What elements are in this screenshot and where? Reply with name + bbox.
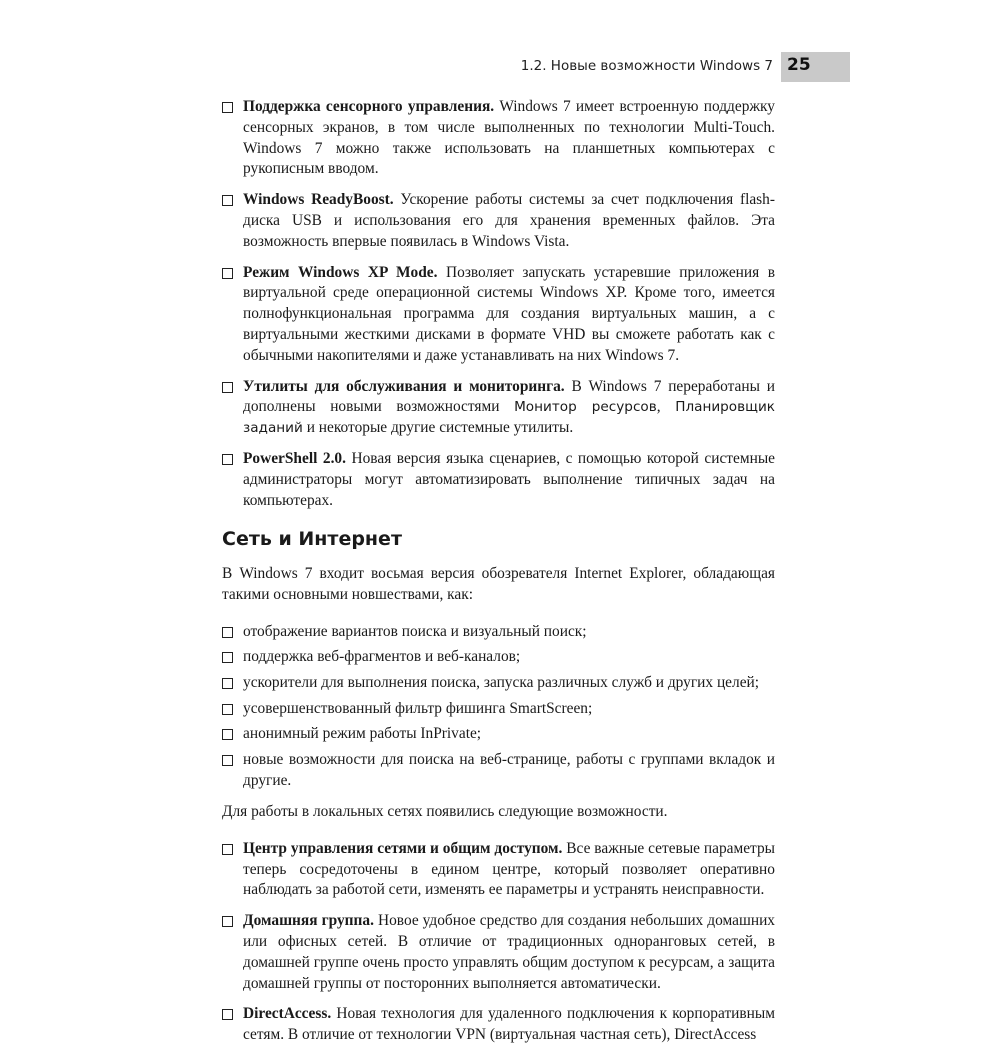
list-item: [222, 673, 775, 694]
page-number-box: [781, 52, 850, 82]
feature-title: PowerShell 2.0.: [243, 449, 346, 467]
feature-item: [222, 190, 775, 252]
checkbox-bullet-icon: [222, 1009, 233, 1020]
checkbox-bullet-icon: [222, 382, 233, 393]
section-heading: Сеть и Интернет: [222, 528, 402, 551]
checkbox-bullet-icon: [222, 268, 233, 279]
feature-item: [222, 263, 775, 367]
feature-text: Новая технология для удаленного подключения к корпоративным сетям. В отличие от технологии VPN (виртуальная частная сеть), DirectAccess: [243, 1005, 775, 1044]
network-intro: Для работы в локальных сетях появились следующие возможности.: [222, 803, 668, 821]
feature-title: Режим Windows XP Mode.: [243, 263, 438, 281]
feature-title: Windows ReadyBoost.: [243, 191, 394, 209]
feature-text: Все важные сетевые параметры теперь сосредоточены в едином центре, который позволяет оперативно наблюдать за работой сети, изменять ее параметры и устранять неисправности.: [243, 839, 776, 899]
list-item-text: новые возможности для поиска на веб-странице, работы с группами вкладок и другие.: [243, 750, 775, 789]
ie-feature-list: [222, 622, 775, 792]
checkbox-bullet-icon: [222, 627, 233, 638]
ui-term: Монитор ресурсов: [514, 399, 657, 416]
checkbox-bullet-icon: [222, 678, 233, 689]
list-item-text: ускорители для выполнения поиска, запуска различных служб и других целей;: [243, 673, 760, 691]
running-header: [0, 52, 1000, 82]
list-item: [222, 622, 775, 643]
feature-item: [222, 377, 775, 439]
header-title: 1.2. Новые возможности Windows 7: [520, 58, 773, 74]
feature-text: и некоторые другие системные утилиты.: [302, 419, 574, 437]
list-item-text: поддержка веб-фрагментов и веб-каналов;: [243, 648, 521, 666]
list-item-text: анонимный режим работы InPrivate;: [243, 725, 482, 743]
page-body: [222, 97, 775, 1056]
feature-text: Новая версия языка сценариев, с помощью которой системные администраторы могут автоматизировать выполнение типичных задач на компьютерах.: [243, 449, 776, 509]
checkbox-bullet-icon: [222, 916, 233, 927]
checkbox-bullet-icon: [222, 102, 233, 113]
feature-text: Windows 7 имеет встроенную поддержку сенсорных экранов, в том числе выполненных по технологии Multi-Touch. Windows 7 можно также использовать на планшетных компьютерах с рукописным вводом.: [243, 98, 776, 178]
list-item: [222, 750, 775, 792]
network-feature-item: [222, 1004, 775, 1046]
checkbox-bullet-icon: [222, 454, 233, 465]
checkbox-bullet-icon: [222, 704, 233, 715]
network-feature-item: [222, 911, 775, 994]
feature-text: Позволяет запускать устаревшие приложения в виртуальной среде операционной системы Windows XP. Кроме того, имеется полнофункциональная программа для создания виртуальных машин, а с виртуальными жесткими дисками в формате VHD вы сможете работать как с обычными накопителями и даже устанавливать на них Windows 7.: [243, 263, 775, 364]
feature-text: Ускорение работы системы за счет подключения flash-диска USB и использования его для хранения временных файлов. Эта возможность впервые появилась в Windows Vista.: [243, 191, 775, 250]
checkbox-bullet-icon: [222, 195, 233, 206]
checkbox-bullet-icon: [222, 755, 233, 766]
section-intro: В Windows 7 входит восьмая версия обозревателя Internet Explorer, обладающая такими основными новшествами, как:: [222, 565, 775, 603]
network-feature-item: [222, 839, 775, 901]
checkbox-bullet-icon: [222, 652, 233, 663]
list-item-text: усовершенствованный фильтр фишинга SmartScreen;: [243, 699, 593, 717]
list-item: [222, 724, 775, 745]
feature-title: Утилиты для обслуживания и мониторинга.: [243, 377, 565, 395]
feature-title: Центр управления сетями и общим доступом.: [243, 839, 563, 857]
list-item: [222, 699, 775, 720]
list-item: [222, 647, 775, 668]
feature-text: Новое удобное средство для создания небольших домашних или офисных сетей. В отличие от традиционных одноранговых сетей, в домашней группе очень просто управлять общим доступом к ресурсам, а защита домашней группы от посторонних выполняется автоматически.: [243, 912, 775, 992]
feature-title: DirectAccess.: [243, 1005, 332, 1023]
separator: ,: [656, 398, 676, 416]
checkbox-bullet-icon: [222, 844, 233, 855]
feature-item: [222, 449, 775, 511]
feature-title: Домашняя группа.: [243, 912, 374, 930]
ui-term: Планировщик заданий: [243, 399, 775, 437]
feature-title: Поддержка сенсорного управления.: [243, 98, 495, 115]
page-number: 25: [787, 55, 811, 75]
feature-text: В Windows 7 переработаны и дополнены новыми возможностями: [243, 377, 775, 416]
list-item-text: отображение вариантов поиска и визуальный поиск;: [243, 622, 587, 640]
feature-item: [222, 97, 775, 180]
checkbox-bullet-icon: [222, 729, 233, 740]
